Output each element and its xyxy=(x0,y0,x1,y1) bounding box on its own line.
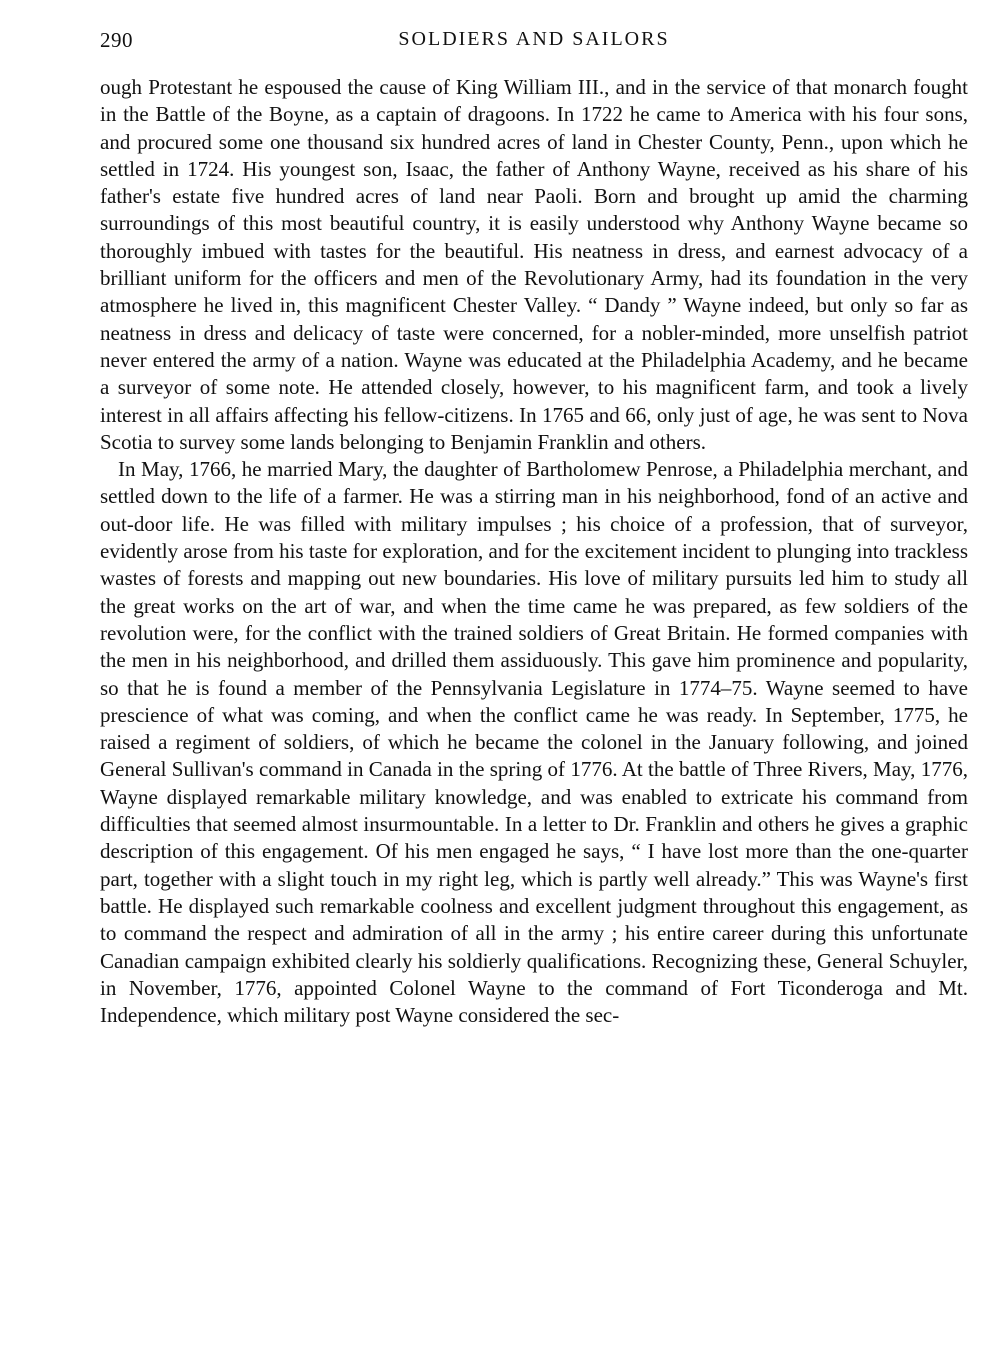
paragraph-continued: ough Protestant he espoused the cause of King William III., and in the service of that monarch fought in the Battle of the Boyne, as a captain of dragoons. In 1722 he came to America with his four sons, and procured some one thousand six hundred acres of land in Chester County, Penn., upon which he settled in 1724. His youngest son, Isaac, the father of Anthony Wayne, received as his share of his father's estate five hundred acres of land near Paoli. Born and brought up amid the charming surroundings of this most beautiful country, it is easily understood why Anthony Wayne became so thoroughly imbued with tastes for the beautiful. His neatness in dress, and earnest advocacy of a brilliant uniform for the officers and men of the Revolutionary Army, had its foundation in the very atmosphere he lived in, this magnificent Chester Valley. “ Dandy ” Wayne indeed, but only so far as neatness in dress and delicacy of taste were concerned, for a nobler-minded, more unselfish patriot never entered the army of a nation. Wayne was educated at the Philadelphia Academy, and he became a surveyor of some note. He attended closely, however, to his magnificent farm, and took a lively interest in all affairs affecting his fellow-citizens. In 1765 and 66, only just of age, he was sent to Nova Scotia to survey some lands belonging to Benjamin Franklin and others. xyxy=(100,75,968,454)
book-page xyxy=(100,26,968,1029)
body-text xyxy=(100,74,968,1029)
running-head xyxy=(100,26,968,60)
paragraph-marriage: In May, 1766, he married Mary, the daughter of Bartholomew Penrose, a Philadelphia merchant, and settled down to the life of a farmer. He was a stirring man in his neighborhood, fond of an active and out-door life. He was filled with military impulses ; his choice of a profession, that of surveyor, evidently arose from his taste for exploration, and for the excitement incident to plunging into trackless wastes of forests and mapping out new boundaries. His love of military pursuits led him to study all the great works on the art of war, and when the time came he was prepared, as few soldiers of the revolution were, for the conflict with the trained soldiers of Great Britain. He formed companies with the men in his neighborhood, and drilled them assiduously. This gave him prominence and popularity, so that he is found a member of the Pennsylvania Legislature in 1774–75. Wayne seemed to have prescience of what was coming, and when the conflict came he was ready. In September, 1775, he raised a regiment of soldiers, of which he became the colonel in the January following, and joined General Sullivan's command in Canada in the spring of 1776. At the battle of Three Rivers, May, 1776, Wayne displayed remarkable military knowledge, and was enabled to extricate his command from difficulties that seemed almost insurmountable. In a letter to Dr. Franklin and others he gives a graphic description of this engagement. Of his men engaged he says, “ I have lost more than the one-quarter part, together with a slight touch in my right leg, which is partly well already.” This was Wayne's first battle. He displayed such remarkable coolness and excellent judgment throughout this engagement, as to command the respect and admiration of all in the army ; his entire career during this unfortunate Canadian campaign exhibited clearly his soldierly qualifications. Recognizing these, General Schuyler, in November, 1776, appointed Colonel Wayne to the command of Fort Ticonderoga and Mt. Independence, which military post Wayne considered the sec- xyxy=(100,457,968,1028)
page-number: 290 xyxy=(100,28,133,52)
running-title: SOLDIERS AND SAILORS xyxy=(398,28,670,50)
